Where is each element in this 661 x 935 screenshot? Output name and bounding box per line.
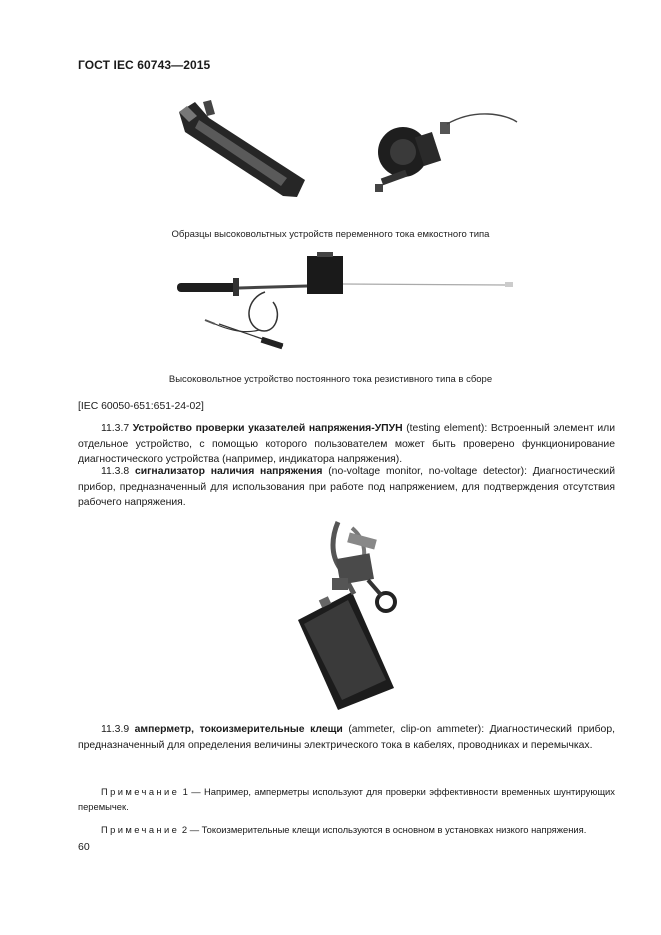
round-detector-image (375, 114, 517, 192)
page-number: 60 (78, 841, 90, 853)
reference-text: [IEC 60050-651:651-24-02] (78, 401, 204, 412)
clamp-ammeter-image (298, 522, 395, 710)
term: Устройство проверки указателей напряжения-УПУН (132, 423, 403, 434)
note-label: Примечание (101, 786, 180, 797)
definition: (no-voltage monitor, no-voltage detector): Диагностический прибор, предназначенный для использования при работе под напряжением, для подтверждения отсутствия рабочего напряжения. (78, 466, 615, 508)
definition: (testing element): Встроенный элемент или отдельное устройство, с помощью которого пользователем может быть проверено функционирование диагностического устройства (например, индикатора напряжения). (78, 423, 615, 465)
figure-clamp-ammeter (290, 520, 415, 715)
section-number: 11.3.9 (101, 724, 130, 735)
note-text: 1 — Например, амперметры используют для проверки эффективности временных шунтирующих перемычек. (78, 786, 615, 812)
note-text: 2 — Токоизмерительные клещи используются в основном в установках низкого напряжения. (181, 824, 587, 835)
section-11-3-9 (78, 722, 615, 753)
term: сигнализатор наличия напряжения (134, 466, 323, 477)
handheld-detector-image (179, 100, 305, 197)
figure-2-caption: Высоковольтное устройство постоянного тока резистивного типа в сборе (168, 374, 493, 385)
figure-1-caption: Образцы высоковольтных устройств переменного тока емкостного типа (171, 229, 490, 240)
note-1 (78, 785, 615, 814)
note-label: Примечание (101, 824, 180, 835)
section-11-3-8 (78, 464, 615, 511)
figure-resistive-detector (175, 250, 520, 355)
figure-capacitive-detectors (175, 100, 520, 205)
section-number: 11.3.8 (101, 466, 130, 477)
section-11-3-7 (78, 421, 615, 468)
iec-reference (78, 399, 615, 415)
definition: (ammeter, clip-on ammeter): Диагностический прибор, предназначенный для определения величины электрического тока в кабелях, проводниках и перемычках. (78, 724, 615, 751)
resistive-detector-image (177, 252, 513, 349)
section-number: 11.3.7 (101, 423, 130, 434)
note-2 (78, 823, 615, 838)
document-header: ГОСТ IEC 60743—2015 (78, 58, 211, 72)
term: амперметр, токоизмерительные клещи (134, 724, 343, 735)
